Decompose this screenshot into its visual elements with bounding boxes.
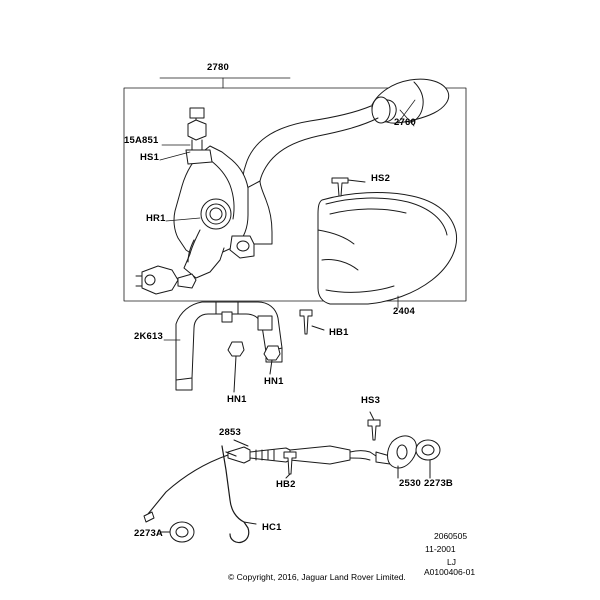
label-2k613: 2K613 [134,331,163,342]
label-2273a: 2273A [134,528,163,539]
label-hs1: HS1 [140,152,160,163]
label-hc1: HC1 [262,522,282,533]
label-hb2: HB2 [276,479,296,490]
grommet-2273a [160,522,194,542]
meta-drawing-id: A0100406-01 [424,567,476,577]
bolt-hb2 [284,452,296,478]
label-2780: 2780 [207,62,229,73]
lever-boot-2404 [318,193,457,304]
cable-guide-2530 [388,436,417,478]
label-hr1: HR1 [146,213,166,224]
label-2273b: 2273B [424,478,453,489]
lever-body [174,108,272,278]
label-hs3: HS3 [361,395,381,406]
lever-shaft [243,106,378,190]
label-15a851: 15A851 [124,135,159,146]
label-2530: 2530 [399,478,421,489]
meta-model: LJ [447,557,456,567]
label-hs2: HS2 [371,173,391,184]
grommet-2273b [416,440,440,478]
label-hn1-a: HN1 [264,376,284,387]
label-hn1-b: HN1 [227,394,247,405]
nut-hn1-b [228,342,244,392]
label-2853: 2853 [219,427,241,438]
copyright-notice: © Copyright, 2016, Jaguar Land Rover Limited. [228,572,406,582]
label-hb1: HB1 [329,327,349,338]
screw-hs3 [368,412,380,440]
label-2404: 2404 [393,306,415,317]
meta-part-number: 2060505 [434,531,468,541]
bolt-hb1 [300,310,324,334]
label-2760: 2760 [394,117,416,128]
meta-date: 11-2001 [425,544,456,554]
cable-2853 [144,440,390,522]
